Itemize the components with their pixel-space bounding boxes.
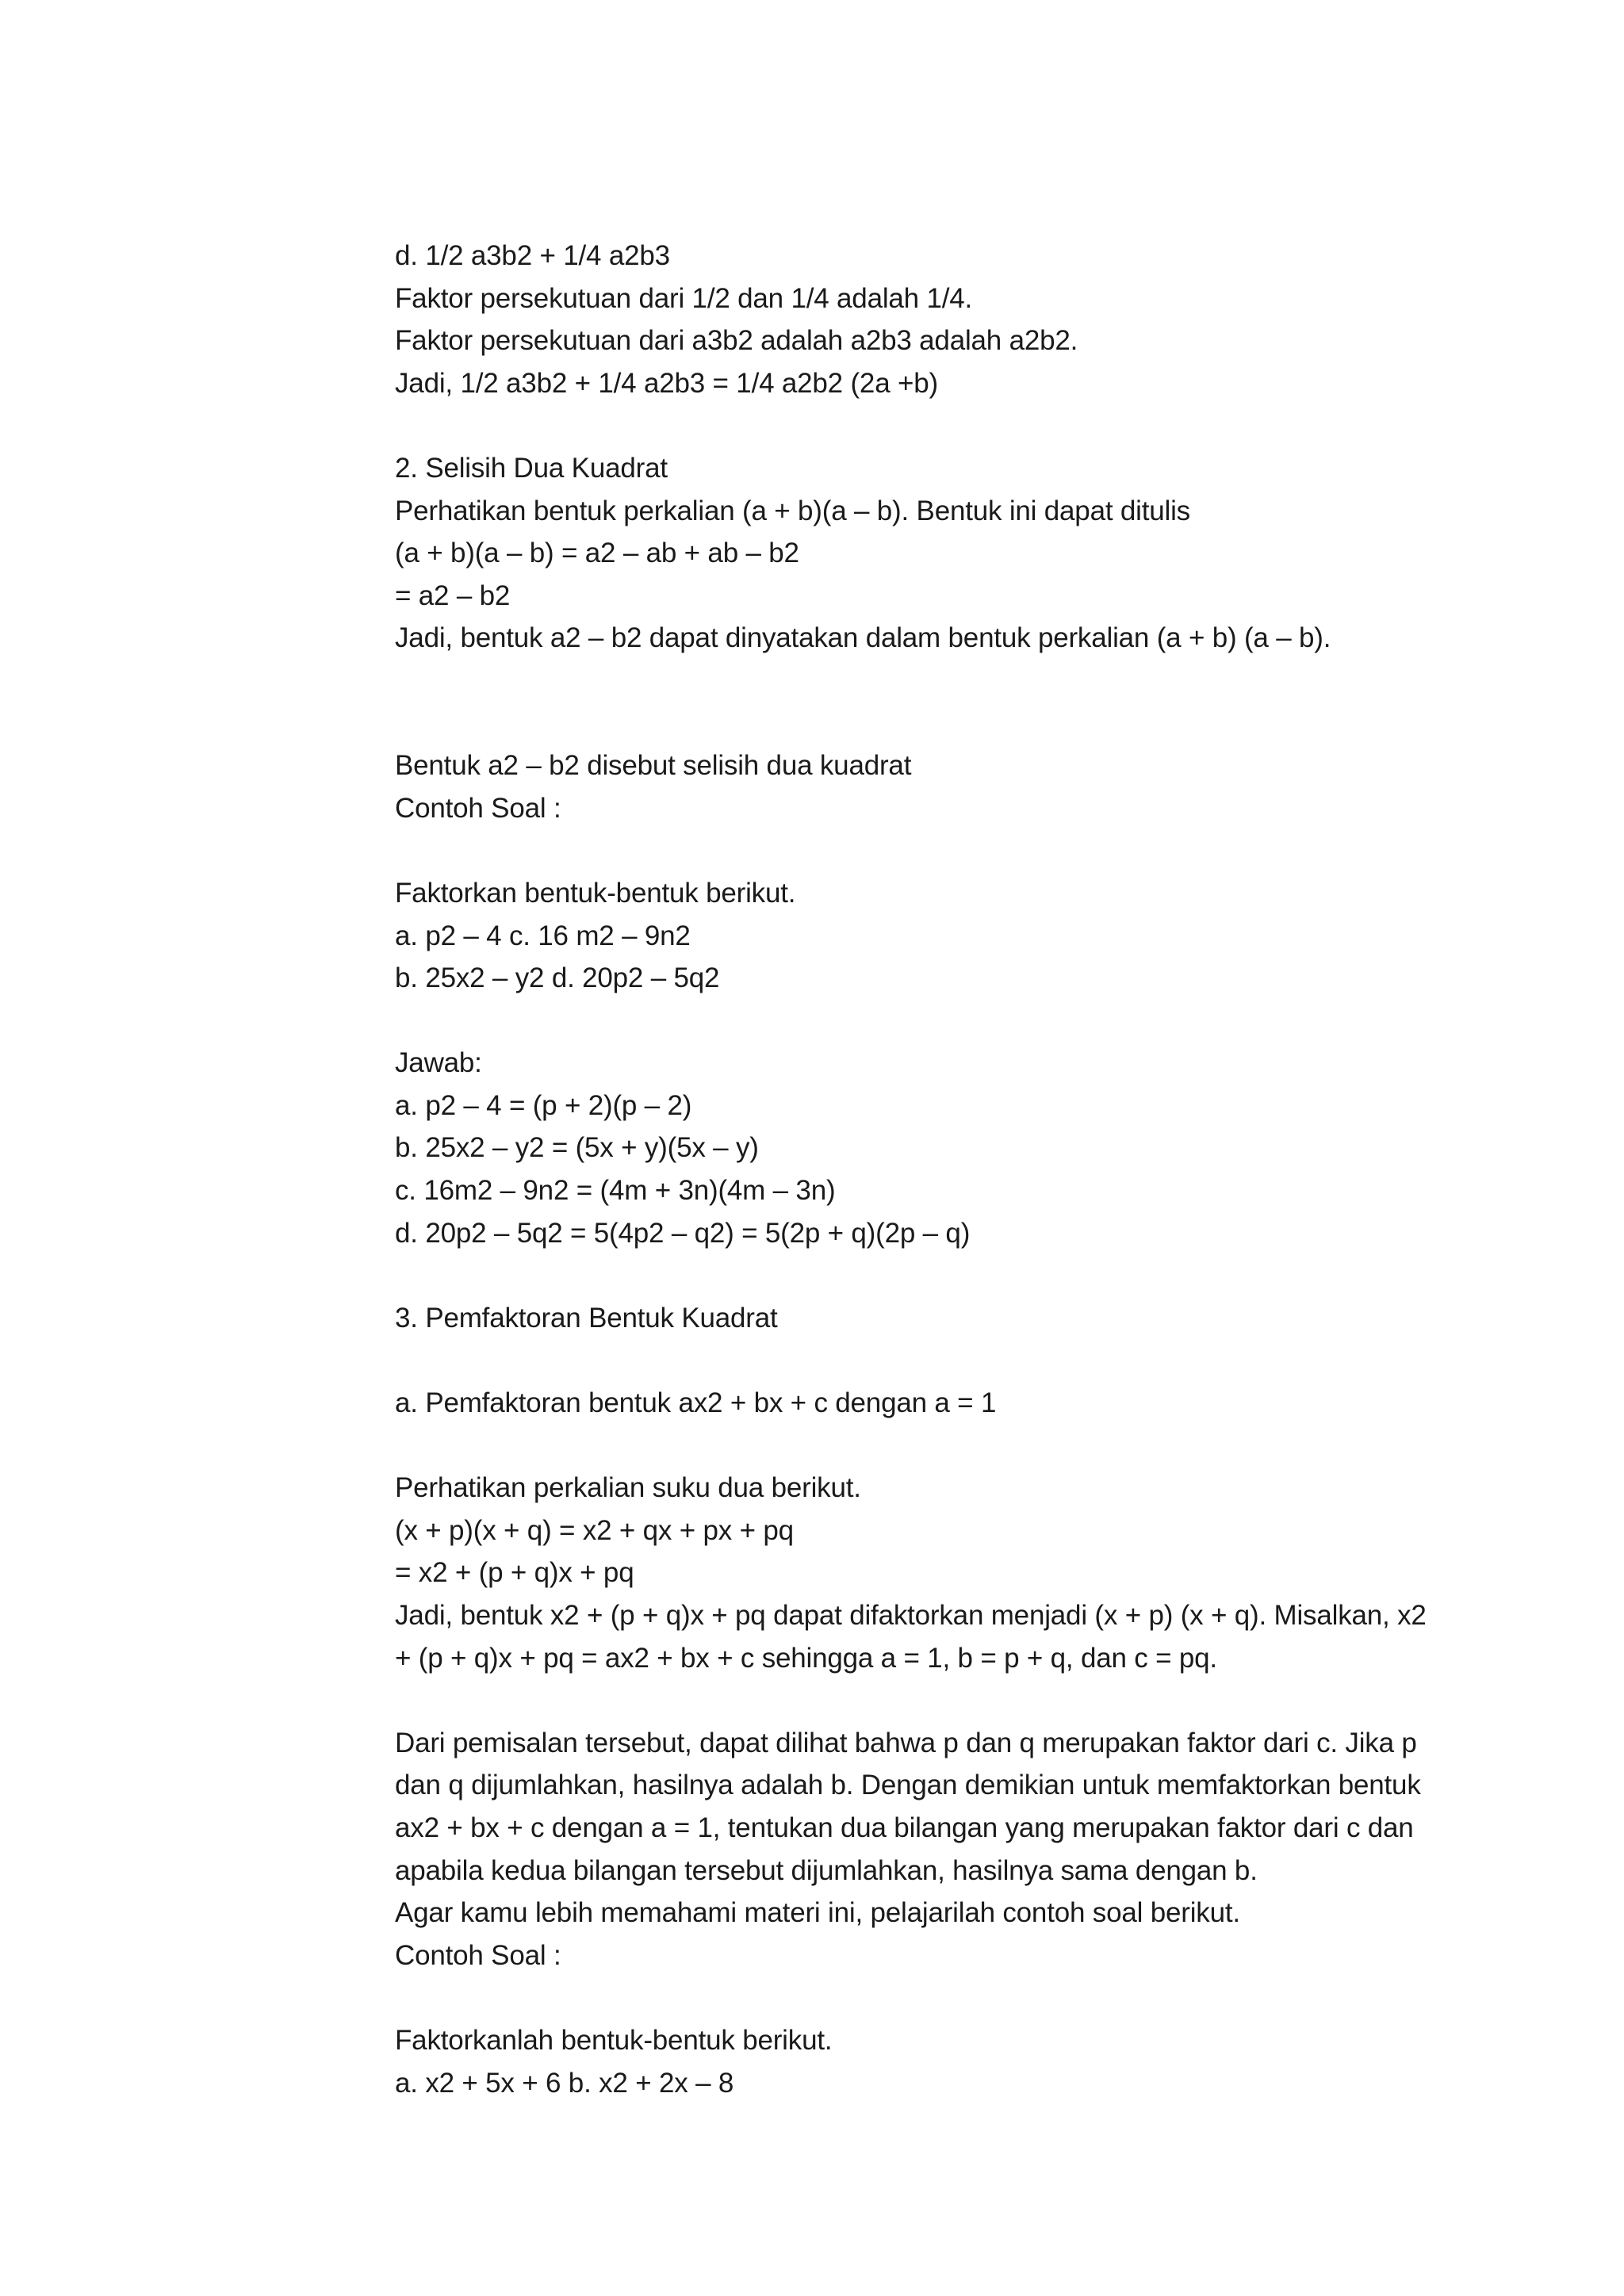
text-line: dan q dijumlahkan, hasilnya adalah b. Dengan demikian untuk memfaktorkan bentuk: [395, 1770, 1421, 1801]
spacer: [395, 829, 1537, 872]
answer-line: b. 25x2 – y2 = (5x + y)(5x – y): [395, 1132, 759, 1164]
answer-label: Jawab:: [395, 1047, 482, 1079]
question-line: b. 25x2 – y2 d. 20p2 – 5q2: [395, 962, 720, 994]
text-line: Jadi, 1/2 a3b2 + 1/4 a2b3 = 1/4 a2b2 (2a +b): [395, 367, 938, 399]
subsection-heading: a. Pemfaktoran bentuk ax2 + bx + c dengan a = 1: [395, 1387, 997, 1419]
text-line: Perhatikan bentuk perkalian (a + b)(a – b). Bentuk ini dapat ditulis: [395, 495, 1190, 526]
text-line: Jadi, bentuk x2 + (p + q)x + pq dapat difaktorkan menjadi (x + p) (x + q). Misalkan, x2: [395, 1600, 1427, 1631]
question-line: a. x2 + 5x + 6 b. x2 + 2x – 8: [395, 2067, 734, 2099]
example-label: Contoh Soal :: [395, 1939, 561, 1971]
text-line: Bentuk a2 – b2 disebut selisih dua kuadrat: [395, 750, 912, 782]
text-line: Agar kamu lebih memahami materi ini, pelajarilah contoh soal berikut.: [395, 1897, 1240, 1929]
spacer: [395, 1000, 1537, 1043]
document-body: [395, 235, 1537, 2104]
spacer: [395, 404, 1537, 447]
spacer: [395, 1425, 1537, 1468]
answer-line: d. 20p2 – 5q2 = 5(4p2 – q2) = 5(2p + q)(2p – q): [395, 1217, 971, 1249]
text-line: apabila kedua bilangan tersebut dijumlahkan, hasilnya sama dengan b.: [395, 1854, 1258, 1886]
text-line: d. 1/2 a3b2 + 1/4 a2b3: [395, 240, 670, 271]
text-line: = x2 + (p + q)x + pq: [395, 1557, 634, 1589]
text-line: Perhatikan perkalian suku dua berikut.: [395, 1472, 861, 1504]
text-line: = a2 – b2: [395, 580, 511, 611]
text-line: Jadi, bentuk a2 – b2 dapat dinyatakan dalam bentuk perkalian (a + b) (a – b).: [395, 622, 1331, 654]
text-line: Faktorkanlah bentuk-bentuk berikut.: [395, 2024, 833, 2056]
spacer: [395, 1976, 1537, 2019]
spacer: [395, 1254, 1537, 1297]
text-line: Faktorkan bentuk-bentuk berikut.: [395, 877, 796, 909]
section-heading: 2. Selisih Dua Kuadrat: [395, 452, 668, 484]
example-label: Contoh Soal :: [395, 792, 561, 824]
question-line: a. p2 – 4 c. 16 m2 – 9n2: [395, 920, 691, 951]
section-heading: 3. Pemfaktoran Bentuk Kuadrat: [395, 1302, 778, 1334]
text-line: (a + b)(a – b) = a2 – ab + ab – b2: [395, 538, 799, 569]
spacer: [395, 1339, 1537, 1382]
text-line: (x + p)(x + q) = x2 + qx + px + pq: [395, 1514, 794, 1546]
text-line: Faktor persekutuan dari a3b2 adalah a2b3 adalah a2b2.: [395, 325, 1078, 357]
text-line: Faktor persekutuan dari 1/2 dan 1/4 adalah 1/4.: [395, 282, 973, 314]
text-line: + (p + q)x + pq = ax2 + bx + c sehingga a = 1, b = p + q, dan c = pq.: [395, 1642, 1217, 1674]
spacer: [395, 660, 1537, 744]
answer-line: c. 16m2 – 9n2 = (4m + 3n)(4m – 3n): [395, 1175, 836, 1207]
text-line: Dari pemisalan tersebut, dapat dilihat bahwa p dan q merupakan faktor dari c. Jika p: [395, 1727, 1417, 1758]
spacer: [395, 1679, 1537, 1722]
answer-line: a. p2 – 4 = (p + 2)(p – 2): [395, 1089, 692, 1121]
text-line: ax2 + bx + c dengan a = 1, tentukan dua bilangan yang merupakan faktor dari c dan: [395, 1812, 1414, 1843]
